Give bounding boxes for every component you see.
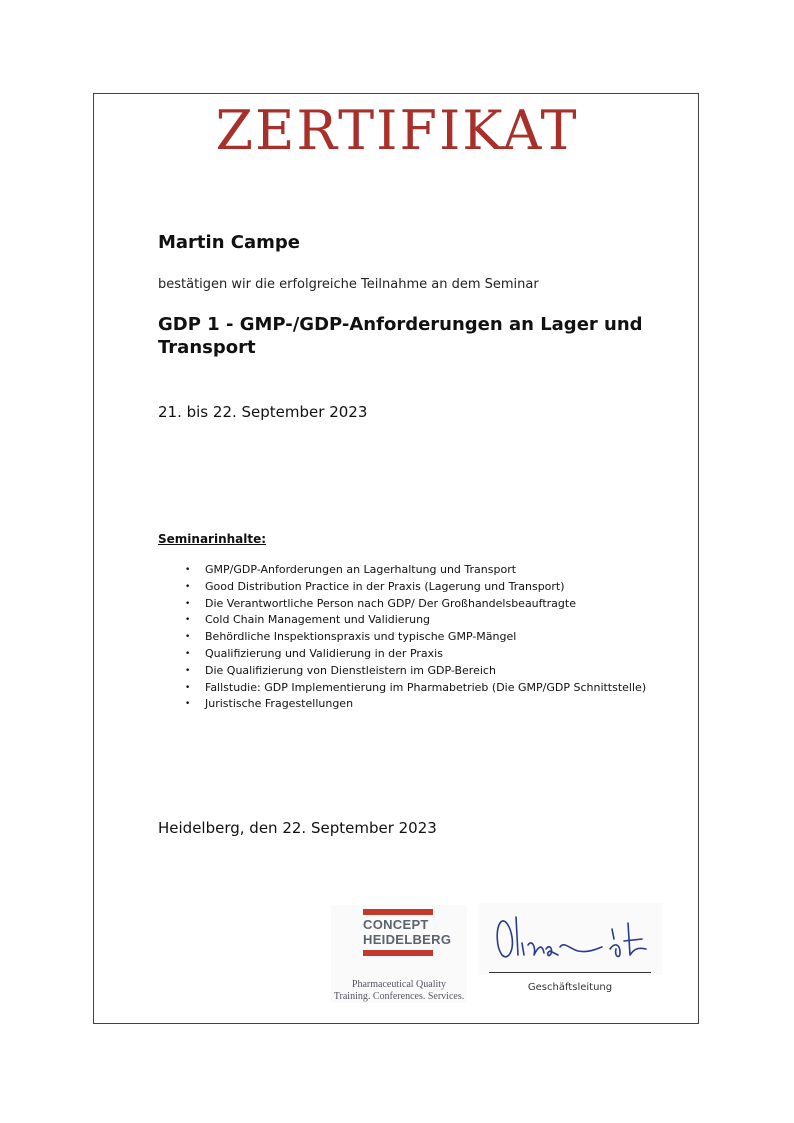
bullet-icon: •	[185, 632, 191, 643]
logo-tagline-1: Pharmaceutical Quality	[351, 979, 447, 990]
list-item	[185, 629, 646, 646]
logo-line-2: HEIDELBERG	[363, 932, 452, 947]
list-item	[185, 646, 646, 663]
list-item	[185, 579, 646, 596]
list-item	[185, 696, 646, 713]
bullet-icon: •	[185, 565, 191, 575]
signature-image	[478, 903, 662, 975]
place-and-date: Heidelberg, den 22. September 2023	[158, 819, 437, 837]
list-item-text: Behördliche Inspektionspraxis und typische GMP-Mängel	[205, 630, 517, 644]
recipient-name: Martin Campe	[158, 232, 300, 253]
list-item	[185, 612, 646, 629]
signature-label: Geschäftsleitung	[527, 982, 613, 993]
certificate-title: ZERTIFIKAT	[215, 99, 579, 162]
list-item-text: Qualifizierung und Validierung in der Praxis	[205, 646, 443, 660]
list-item-text: Cold Chain Management und Validierung	[205, 613, 431, 627]
bullet-icon: •	[185, 648, 191, 659]
confirmation-text: bestätigen wir die erfolgreiche Teilnahme an dem Seminar	[158, 277, 539, 292]
logo-bottom-bar	[363, 950, 433, 956]
contents-heading: Seminarinhalte:	[158, 532, 267, 546]
seminar-title: GDP 1 - GMP-/GDP-Anforderungen an Lager und Transport	[158, 314, 643, 358]
bullet-icon: •	[185, 682, 191, 693]
logo-tagline-2: Training. Conferences. Services.	[333, 991, 465, 1002]
contents-list	[185, 562, 646, 713]
list-item	[185, 596, 646, 613]
list-item	[185, 562, 646, 579]
logo-line-1: CONCEPT	[363, 917, 429, 932]
concept-heidelberg-logo	[331, 905, 467, 1003]
list-item-text: Juristische Fragestellungen	[205, 697, 354, 711]
bullet-icon: •	[185, 581, 191, 592]
bullet-icon: •	[185, 699, 191, 710]
list-item-text: Die Verantwortliche Person nach GDP/ Der Großhandelsbeauftragte	[205, 596, 576, 610]
bullet-icon: •	[185, 615, 191, 626]
logo-top-bar	[363, 909, 433, 915]
list-item-text: Fallstudie: GDP Implementierung im Pharmabetrieb (Die GMP/GDP Schnittstelle)	[205, 680, 647, 694]
list-item	[185, 680, 646, 697]
list-item-text: Good Distribution Practice in der Praxis (Lagerung und Transport)	[205, 579, 565, 593]
bullet-icon: •	[185, 598, 191, 609]
signature-area	[478, 903, 662, 975]
signature-line	[489, 972, 651, 973]
bullet-icon: •	[185, 665, 191, 676]
list-item-text: GMP/GDP-Anforderungen an Lagerhaltung und Transport	[205, 563, 517, 576]
seminar-dates: 21. bis 22. September 2023	[158, 403, 368, 421]
list-item	[185, 663, 646, 680]
list-item-text: Die Qualifizierung von Dienstleistern im GDP-Bereich	[205, 663, 496, 677]
